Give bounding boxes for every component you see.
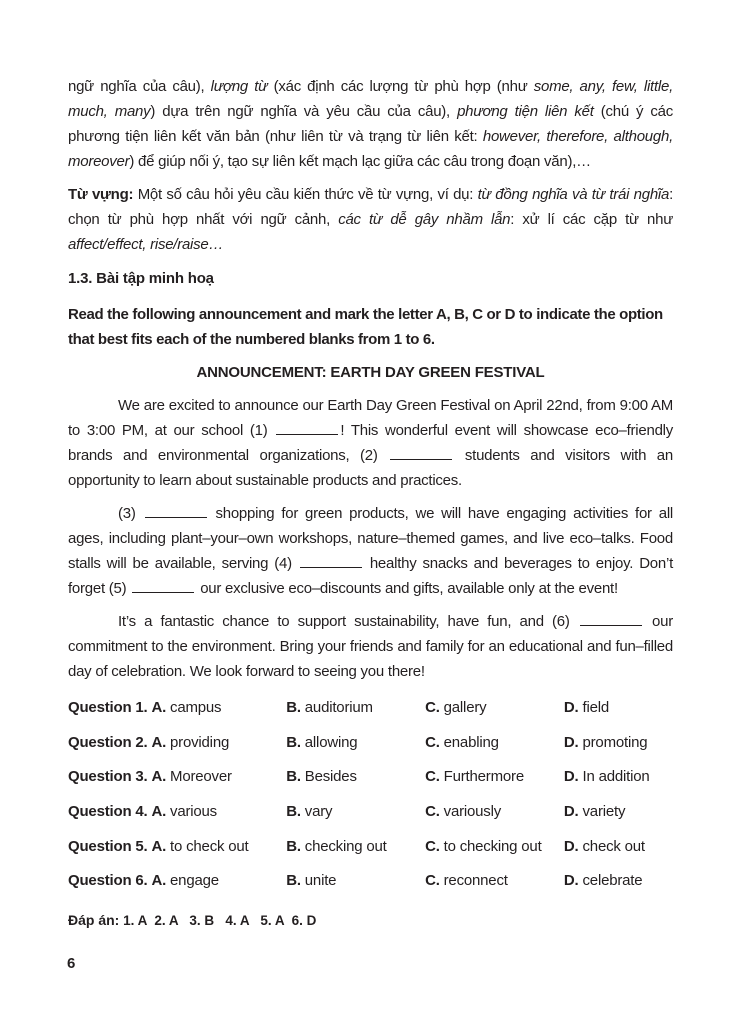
blank-5 xyxy=(132,578,194,593)
option-text: providing xyxy=(170,733,230,751)
option-text: variously xyxy=(443,803,502,821)
option-letter: C. xyxy=(425,699,440,716)
option-b xyxy=(286,767,425,787)
option-b xyxy=(286,698,425,718)
option-c xyxy=(425,733,564,753)
option-text: gallery xyxy=(443,699,487,716)
option-letter: A. xyxy=(151,872,167,890)
question-row-6 xyxy=(68,871,673,906)
question-row-3 xyxy=(68,767,673,802)
option-letter: B. xyxy=(286,733,301,751)
paragraph-text: healthy snacks and beverages to enjoy. Don’t forget (5) xyxy=(68,555,673,597)
option-text: unite xyxy=(304,872,337,890)
option-text: In addition xyxy=(582,768,650,786)
option-text: reconnect xyxy=(443,872,508,890)
option-c xyxy=(425,871,564,891)
option-a xyxy=(68,698,286,718)
paragraph-text: We are excited to announce our Earth Day Green Festival on April 22nd, from 9:00 AM to 3:00 PM, at our school (1) xyxy=(68,397,673,439)
question-label: Question 3. xyxy=(68,768,148,786)
paragraph-text: students and visitors with an opportunity to learn about sustainable products and practices. xyxy=(68,447,673,489)
option-text: promoting xyxy=(582,733,648,751)
blank-6 xyxy=(580,611,642,626)
option-text: Moreover xyxy=(170,768,232,786)
option-a xyxy=(68,837,286,857)
blank-1 xyxy=(276,420,338,435)
vocab-term: từ đồng nghĩa và từ trái nghĩa xyxy=(477,186,670,203)
page-number: 6 xyxy=(67,955,76,972)
option-d xyxy=(564,871,673,891)
blank-3 xyxy=(145,503,207,518)
question-row-4 xyxy=(68,802,673,837)
blank-4 xyxy=(300,553,362,568)
option-letter: D. xyxy=(563,872,579,890)
paragraph-text: our commitment to the environment. Bring your friends and family for an educational and fun–filled day of celebration. We look forward to seeing you there! xyxy=(68,613,673,680)
option-text: to check out xyxy=(170,837,249,855)
vocab-text: : chọn từ phù hợp nhất với ngữ cảnh, xyxy=(68,186,674,228)
option-c xyxy=(425,837,564,857)
option-letter: B. xyxy=(286,872,301,890)
question-list xyxy=(68,698,673,906)
option-a xyxy=(68,733,286,753)
option-text: Furthermore xyxy=(443,768,524,786)
option-a xyxy=(68,802,286,822)
intro-text: (chú ý các phương tiện liên kết văn bản (như liên từ và trạng từ liên kết: xyxy=(68,103,673,145)
question-label: Question 6. xyxy=(68,872,148,890)
option-text: enabling xyxy=(443,733,499,751)
option-letter: B. xyxy=(286,837,301,855)
option-text: Besides xyxy=(304,768,357,786)
vocab-text: Một số câu hỏi yêu cầu kiến thức về từ vựng, ví dụ: xyxy=(133,186,478,203)
option-letter: A. xyxy=(151,837,167,855)
option-text: celebrate xyxy=(582,872,643,890)
intro-term: however, therefore, although, moreover xyxy=(68,128,673,170)
paragraph-text: shopping for green products, we will have engaging activities for all ages, including plant–your–own workshops, nature–themed games, and live eco–talks. Food stalls will be available, serving (4) xyxy=(68,505,674,572)
option-letter: D. xyxy=(563,733,579,751)
announcement-title: ANNOUNCEMENT: EARTH DAY GREEN FESTIVAL xyxy=(196,364,545,381)
announcement-paragraph-3 xyxy=(68,609,673,684)
option-b xyxy=(286,733,425,753)
option-b xyxy=(286,871,425,891)
intro-text: ) dựa trên ngữ nghĩa và yêu cầu của câu), xyxy=(150,103,458,120)
option-d xyxy=(564,837,673,857)
vocab-term: các từ dễ gây nhầm lẫn xyxy=(338,211,511,228)
option-letter: D. xyxy=(563,837,579,855)
option-letter: C. xyxy=(425,837,440,855)
option-letter: C. xyxy=(425,768,440,786)
intro-text: ) để giúp nối ý, tạo sự liên kết mạch lạc giữa các câu trong đoạn văn),… xyxy=(129,153,591,170)
question-label: Question 2. xyxy=(68,733,148,751)
option-text: allowing xyxy=(304,733,358,751)
intro-term: lượng từ xyxy=(210,78,268,95)
option-letter: B. xyxy=(286,768,301,786)
section-heading: 1.3. Bài tập minh hoạ xyxy=(68,270,214,287)
intro-text: (xác định các lượng từ phù hợp (như xyxy=(267,78,534,95)
option-text: various xyxy=(170,803,217,821)
question-label: Question 1. xyxy=(68,699,148,716)
option-letter: B. xyxy=(286,699,301,716)
announcement-paragraph-1 xyxy=(68,393,673,493)
paragraph-text: our exclusive eco–discounts and gifts, available only at the event! xyxy=(196,580,618,597)
intro-term: phương tiện liên kết xyxy=(457,103,594,120)
option-letter: A. xyxy=(151,768,167,786)
intro-paragraph xyxy=(68,74,673,174)
vocab-label: Từ vựng: xyxy=(68,186,134,203)
question-label: Question 4. xyxy=(68,803,148,821)
option-letter: C. xyxy=(425,803,440,821)
option-letter: D. xyxy=(563,768,579,786)
option-text: to checking out xyxy=(443,837,542,855)
exercise-instruction: Read the following announcement and mark the letter A, B, C or D to indicate the option that best fits each of the numbered blanks from 1 to 6. xyxy=(68,306,663,348)
announcement-paragraph-2 xyxy=(68,501,673,601)
vocab-term: affect/effect, rise/raise… xyxy=(68,236,224,253)
option-a xyxy=(68,871,286,891)
blank-2 xyxy=(390,445,452,460)
option-text: campus xyxy=(170,699,222,716)
option-text: vary xyxy=(304,803,333,821)
option-b xyxy=(286,837,425,857)
answer-key-values: 1. A 2. A 3. B 4. A 5. A 6. D xyxy=(119,913,317,929)
paragraph-text: (3) xyxy=(118,505,143,522)
option-text: check out xyxy=(582,837,645,855)
intro-term: some, any, few, little, much, many xyxy=(68,78,673,120)
question-label: Question 5. xyxy=(68,837,148,855)
intro-text: ngữ nghĩa của câu), xyxy=(68,78,211,95)
answer-key xyxy=(68,910,673,931)
option-c xyxy=(425,802,564,822)
option-text: variety xyxy=(582,803,626,821)
option-d xyxy=(564,767,673,787)
option-b xyxy=(286,802,425,822)
option-letter: D. xyxy=(563,699,579,716)
option-text: engage xyxy=(170,872,219,890)
option-a xyxy=(68,767,286,787)
question-row-1 xyxy=(68,698,673,733)
option-letter: D. xyxy=(563,803,579,821)
document-page xyxy=(68,74,673,931)
option-text: checking out xyxy=(304,837,387,855)
option-letter: C. xyxy=(425,733,440,751)
option-text: field xyxy=(582,699,610,716)
option-letter: A. xyxy=(151,803,167,821)
option-letter: B. xyxy=(286,803,301,821)
answer-key-label: Đáp án: xyxy=(68,912,120,929)
option-letter: A. xyxy=(151,699,167,716)
option-text: auditorium xyxy=(304,699,373,716)
vocab-paragraph xyxy=(68,182,673,257)
paragraph-text: ! This wonderful event will showcase eco–friendly brands and environmental organizations, (2) xyxy=(68,422,673,464)
option-d xyxy=(564,733,673,753)
option-d xyxy=(564,802,673,822)
question-row-5 xyxy=(68,837,673,872)
option-d xyxy=(564,698,673,718)
paragraph-text: It’s a fantastic chance to support sustainability, have fun, and (6) xyxy=(118,613,578,630)
option-c xyxy=(425,767,564,787)
question-row-2 xyxy=(68,733,673,768)
vocab-text: : xử lí các cặp từ như xyxy=(510,211,673,228)
option-letter: A. xyxy=(151,733,167,751)
option-letter: C. xyxy=(425,872,440,890)
option-c xyxy=(425,698,564,718)
